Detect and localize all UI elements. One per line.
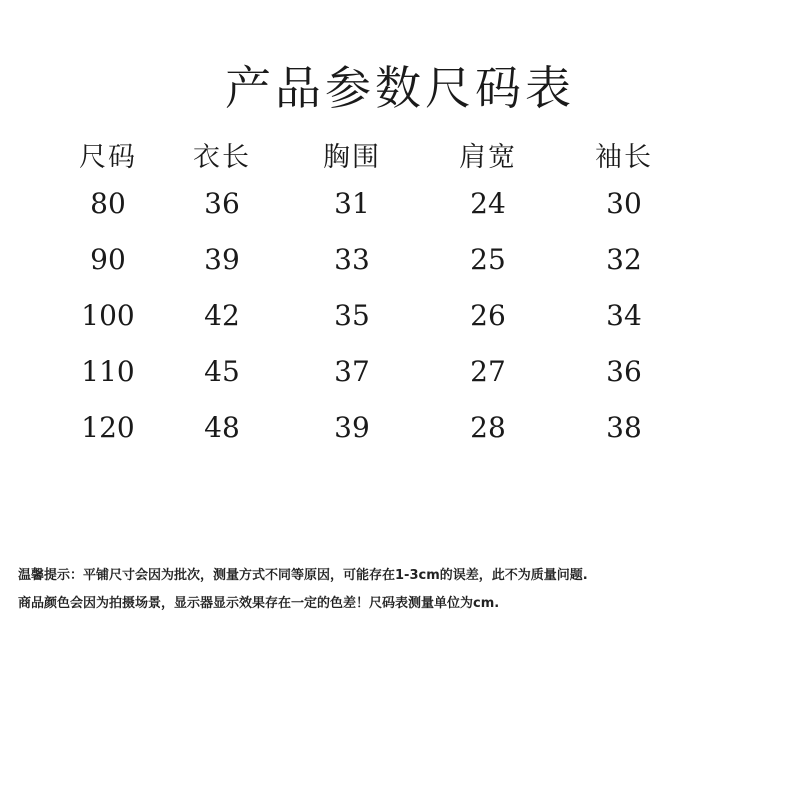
table-row: [40, 184, 720, 240]
cell-chest: 35: [334, 299, 370, 332]
size-table: [40, 138, 720, 464]
cell-shoulder: 25: [470, 243, 506, 276]
tip-line-color: 商品颜色会因为拍摄场景，显示器显示效果存在一定的色差！尺码表测量单位为cm.: [18, 596, 500, 611]
table-row: [40, 408, 720, 464]
cell-size: 80: [90, 187, 126, 220]
header-length: 衣长: [193, 142, 251, 173]
cell-sleeve: 36: [606, 355, 642, 388]
cell-chest: 39: [334, 411, 370, 444]
table-row: [40, 240, 720, 296]
cell-length: 39: [204, 243, 240, 276]
cell-chest: 31: [334, 187, 370, 220]
cell-size: 110: [81, 355, 135, 388]
page-title: 产品参数尺码表: [225, 61, 575, 115]
cell-shoulder: 27: [470, 355, 506, 388]
cell-size: 90: [90, 243, 126, 276]
tip-line-measurement: 温馨提示：平铺尺寸会因为批次，测量方式不同等原因，可能存在1-3cm的误差，此不为质量问题.: [18, 568, 588, 583]
cell-length: 45: [204, 355, 240, 388]
cell-size: 120: [81, 411, 135, 444]
cell-shoulder: 28: [470, 411, 506, 444]
tips-notes: [18, 562, 788, 618]
cell-length: 48: [204, 411, 240, 444]
cell-sleeve: 34: [606, 299, 642, 332]
cell-sleeve: 30: [606, 187, 642, 220]
header-shoulder: 肩宽: [459, 142, 517, 173]
cell-chest: 33: [334, 243, 370, 276]
header-sleeve: 袖长: [595, 142, 653, 173]
cell-size: 100: [81, 299, 135, 332]
header-chest: 胸围: [323, 142, 381, 173]
table-header-row: [40, 138, 720, 184]
cell-shoulder: 26: [470, 299, 506, 332]
cell-chest: 37: [334, 355, 370, 388]
cell-length: 36: [204, 187, 240, 220]
cell-sleeve: 32: [606, 243, 642, 276]
cell-length: 42: [204, 299, 240, 332]
table-row: [40, 296, 720, 352]
cell-shoulder: 24: [470, 187, 506, 220]
cell-sleeve: 38: [606, 411, 642, 444]
table-row: [40, 352, 720, 408]
header-size: 尺码: [79, 142, 137, 173]
